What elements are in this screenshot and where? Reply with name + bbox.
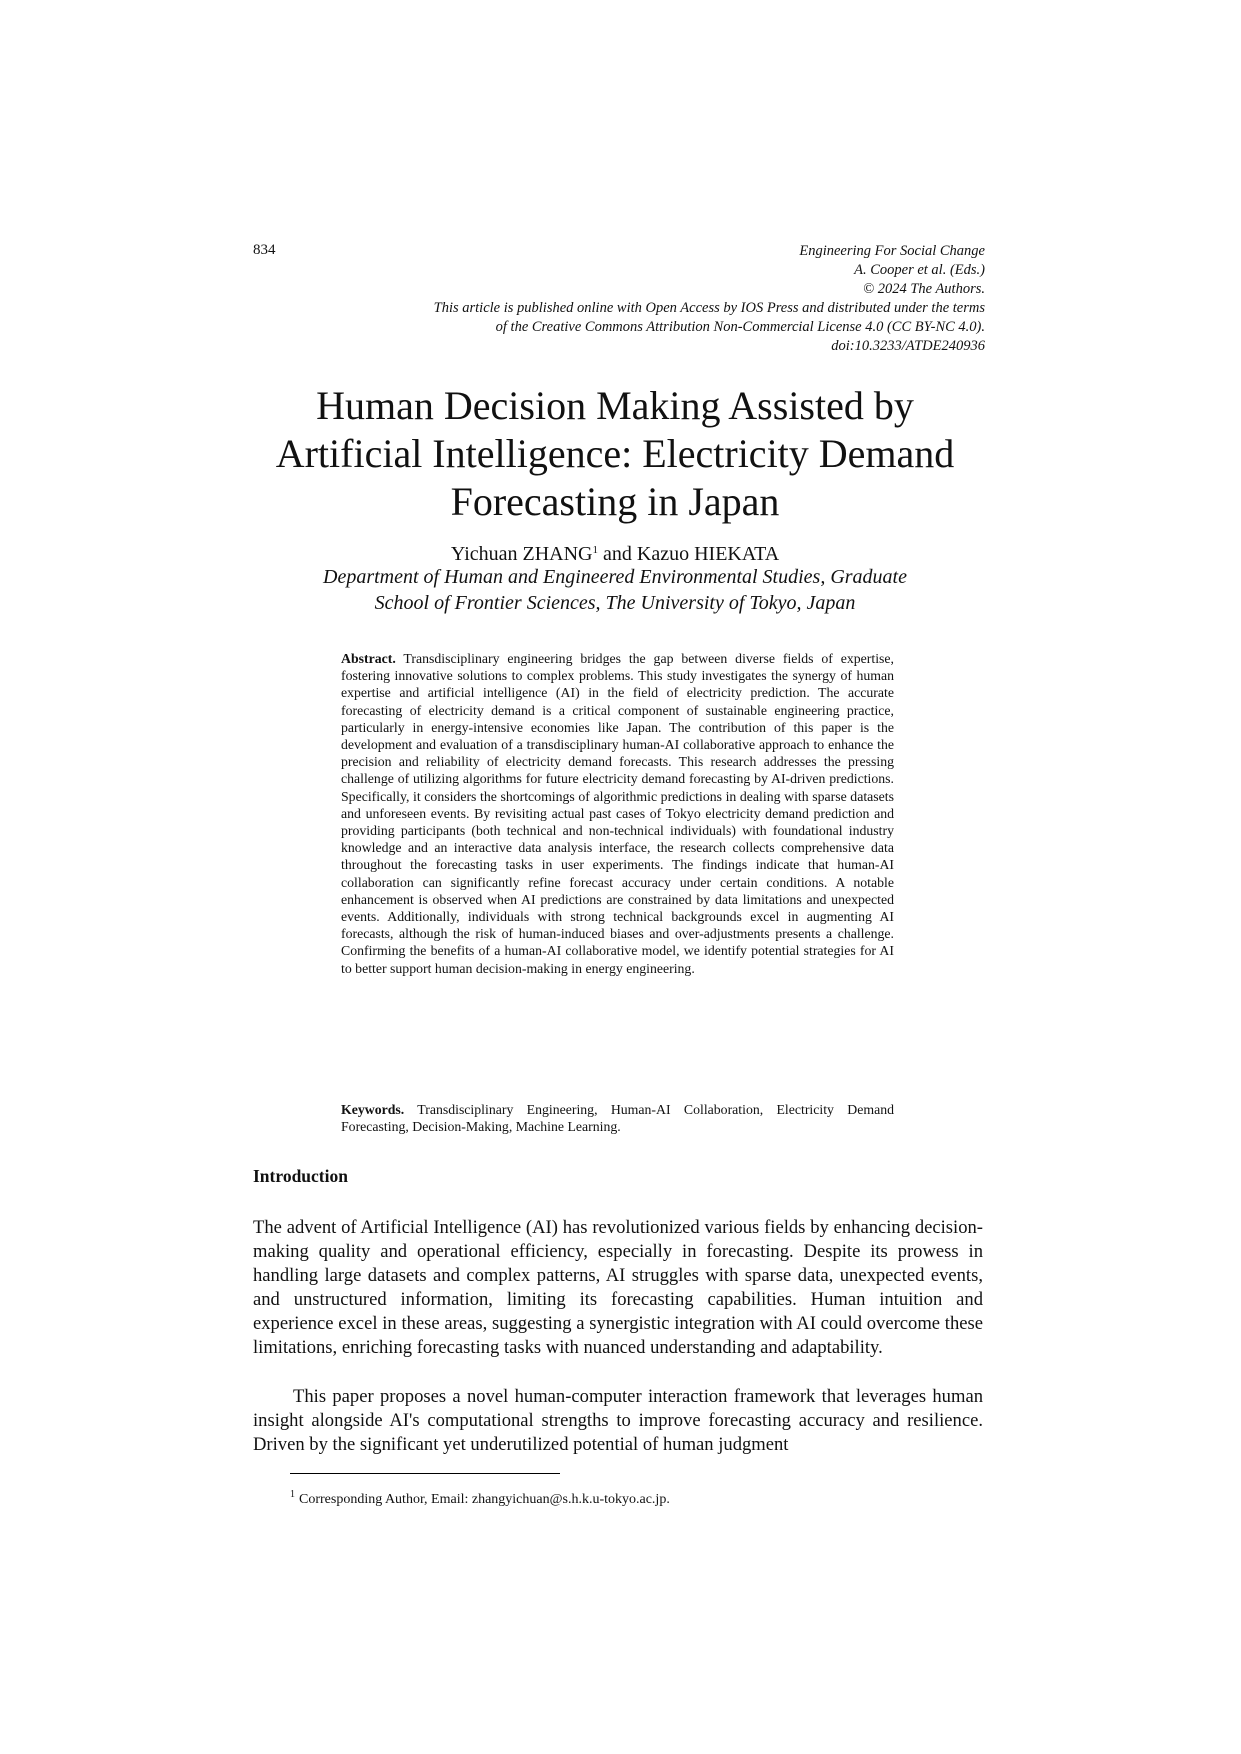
section-heading-introduction: Introduction	[253, 1166, 348, 1186]
title-line: Artificial Intelligence: Electricity Demand	[275, 431, 955, 476]
keywords-label: Keywords.	[341, 1102, 405, 1117]
author-name: Kazuo HIEKATA	[636, 543, 780, 565]
doi: doi:10.3233/ATDE240936	[831, 338, 985, 354]
affiliation	[240, 564, 990, 616]
editors: A. Cooper et al. (Eds.)	[854, 262, 985, 278]
footnote-marker: 1	[290, 1489, 295, 1500]
license-line-2: of the Creative Commons Attribution Non-Commercial License 4.0 (CC BY-NC 4.0).	[495, 319, 985, 335]
paper-title	[240, 382, 990, 526]
author-list	[240, 538, 990, 566]
affiliation-line: Department of Human and Engineered Environmental Studies, Graduate	[323, 566, 907, 588]
footnote	[290, 1486, 670, 1509]
body-paragraph: This paper proposes a novel human-computer interaction framework that leverages human insight alongside AI's computational strengths to improve forecasting accuracy and resilience. Driven by the significant yet underutilized potential of human judgment	[253, 1386, 983, 1455]
book-title: Engineering For Social Change	[799, 243, 985, 259]
title-line: Human Decision Making Assisted by	[316, 383, 914, 428]
keywords-text: Transdisciplinary Engineering, Human-AI Collaboration, Electricity Demand Forecasting, Decision-Making, Machine Learning.	[341, 1102, 894, 1135]
title-line: Forecasting in Japan	[450, 479, 780, 524]
body-paragraph: The advent of Artificial Intelligence (AI) has revolutionized various fields by enhancing decision-making quality and operational efficiency, especially in forecasting. Despite its prowess in handling large datasets and complex patterns, AI struggles with sparse data, unexpected events, and unstructured information, limiting its forecasting capabilities. Human intuition and experience excel in these areas, suggesting a synergistic integration with AI could overcome these limitations, enriching forecasting tasks with nuanced understanding and adaptability.	[253, 1217, 983, 1358]
footnote-divider	[290, 1473, 560, 1474]
copyright: © 2024 The Authors.	[863, 281, 985, 297]
affiliation-line: School of Frontier Sciences, The University of Tokyo, Japan	[374, 592, 856, 614]
abstract-label: Abstract.	[341, 651, 396, 666]
page-number: 834	[253, 242, 276, 258]
abstract-text: Transdisciplinary engineering bridges the gap between diverse fields of expertise, fostering innovative solutions to complex problems. This study investigates the synergy of human expertise and artificial intelligence (AI) in the field of electricity prediction. The accurate forecasting of electricity demand is a critical component of sustainable engineering practice, particularly in energy-intensive economies like Japan. The contribution of this paper is the development and evaluation of a transdisciplinary human-AI collaborative approach to enhance the precision and reliability of electricity demand forecasts. This research addresses the pressing challenge of utilizing algorithms for future electricity demand forecasting by AI-driven predictions. Specifically, it considers the shortcomings of algorithmic predictions in dealing with sparse datasets and unforeseen events. By revisiting actual past cases of Tokyo electricity demand prediction and providing participants (both technical and non-technical individuals) with foundational industry knowledge and an interactive data analysis interface, the research collects comprehensive data throughout the forecasting tasks in user experiments. The findings indicate that human-AI collaboration can significantly refine forecast accuracy under certain conditions. A notable enhancement is observed when AI predictions are constrained by data limitations and unexpected events. Additionally, individuals with strong technical backgrounds excel in augmenting AI forecasts, although the risk of human-induced biases and over-adjustments presents a challenge. Confirming the benefits of a human-AI collaborative model, we identify potential strategies for AI to better support human decision-making in energy engineering.	[341, 651, 895, 976]
footnote-text: Corresponding Author, Email: zhangyichuan@s.h.k.u-tokyo.ac.jp.	[299, 1492, 670, 1507]
publication-info	[265, 242, 985, 356]
author-separator: and	[598, 543, 637, 565]
footnote-marker: 1	[592, 544, 598, 556]
license-line-1: This article is published online with Open Access by IOS Press and distributed under the terms	[433, 300, 985, 316]
keywords	[341, 1101, 894, 1135]
abstract	[341, 650, 894, 977]
author-name: Yichuan ZHANG	[450, 543, 593, 565]
